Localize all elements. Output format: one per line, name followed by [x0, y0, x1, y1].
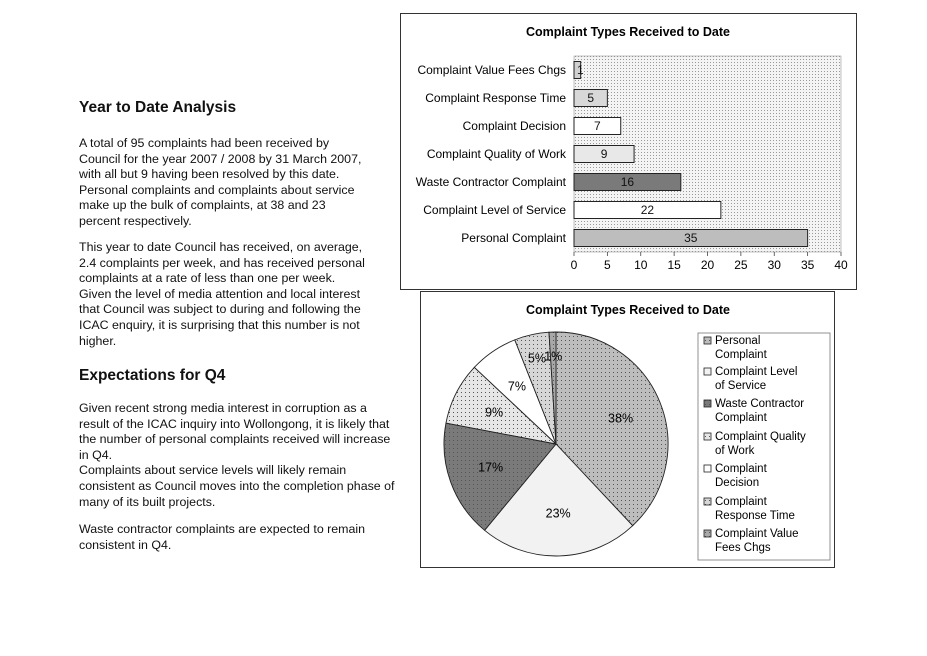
legend-label: Complaint Quality of Work [715, 431, 806, 457]
bar-value-label: 16 [620, 175, 635, 189]
pie-percent-label: 5% [527, 351, 546, 366]
bar-chart [401, 14, 856, 289]
bar-category-label: Complaint Response Time [425, 91, 566, 105]
bar-category-label: Complaint Quality of Work [426, 147, 566, 161]
pie-percent-label: 7% [507, 379, 527, 394]
bar-value-label: 9 [600, 147, 608, 161]
bar-category-label: Complaint Value Fees Chgs [417, 63, 566, 77]
paragraph-summary: A total of 95 complaints had been received by Council for the year 2007 / 2008 by 31 March 2007, with all but 9 having been resolved by this date. Personal complaints and complaints about service make up the bulk of complaints, at 38 and 23 percent respectively. [79, 136, 362, 228]
pie-percent-label: 23% [545, 506, 571, 521]
x-tick-label: 40 [834, 258, 848, 272]
bar-category-label: Waste Contractor Complaint [415, 175, 566, 189]
paragraph-expectations: Given recent strong media interest in corruption as a result of the ICAC inquiry into Wollongong, it is likely that the number of personal complaints received will increase in Q4. Complaints about service levels will likely remain consistent as Council moves into the completion phase of many of its built projects. [79, 401, 395, 509]
x-tick-label: 35 [800, 258, 815, 272]
bar-category-label: Complaint Decision [462, 119, 566, 133]
legend-label: Personal Complaint [715, 335, 767, 361]
bar-chart-title: Complaint Types Received to Date [526, 25, 730, 39]
legend-swatch [704, 337, 711, 344]
legend-swatch [704, 400, 711, 407]
pie-chart-panel [420, 291, 835, 568]
x-tick-label: 5 [604, 258, 611, 272]
legend-swatch [704, 368, 711, 375]
heading-expectations: Expectations for Q4 [79, 367, 226, 384]
bar-value-label: 5 [587, 91, 595, 105]
pie-chart [421, 292, 834, 567]
legend-label: Complaint Level of Service [715, 366, 798, 392]
legend-swatch [704, 498, 711, 505]
pie-percent-label: 38% [608, 411, 634, 426]
heading-year-to-date: Year to Date Analysis [79, 99, 237, 116]
legend-swatch [704, 433, 711, 440]
legend-label: Waste Contractor Complaint [715, 398, 805, 424]
bar-value-label: 1 [577, 63, 584, 77]
bar-chart-panel [400, 13, 857, 290]
x-tick-label: 20 [700, 258, 715, 272]
pie-chart-title: Complaint Types Received to Date [526, 303, 730, 317]
bar-value-label: 7 [594, 119, 601, 133]
paragraph-average: This year to date Council has received, on average, 2.4 complaints per week, and has received personal complaints at a rate of less than one per week. Given the level of media attention and local interest that Council was subject to during and following the ICAC enquiry, it is surprising that this number is not higher. [79, 240, 365, 348]
paragraph-waste: Waste contractor complaints are expected to remain consistent in Q4. [79, 522, 366, 552]
bar-category-label: Personal Complaint [461, 231, 566, 245]
bar-value-label: 22 [640, 203, 655, 217]
pie-percent-label: 9% [485, 405, 504, 420]
legend-label: Complaint Decision [715, 463, 767, 489]
x-tick-label: 0 [570, 258, 578, 272]
legend-swatch [704, 530, 711, 537]
x-tick-label: 15 [667, 258, 681, 272]
x-tick-label: 10 [634, 258, 648, 272]
x-tick-label: 25 [734, 258, 748, 272]
pie-percent-label: 17% [478, 460, 504, 475]
legend-label: Complaint Response Time [715, 496, 795, 522]
legend-label: Complaint Value Fees Chgs [715, 528, 799, 554]
bar-value-label: 35 [684, 231, 698, 245]
x-tick-label: 30 [767, 258, 781, 272]
bar-category-label: Complaint Level of Service [423, 203, 566, 217]
legend-swatch [704, 465, 711, 472]
pie-percent-label: 1% [544, 349, 563, 364]
